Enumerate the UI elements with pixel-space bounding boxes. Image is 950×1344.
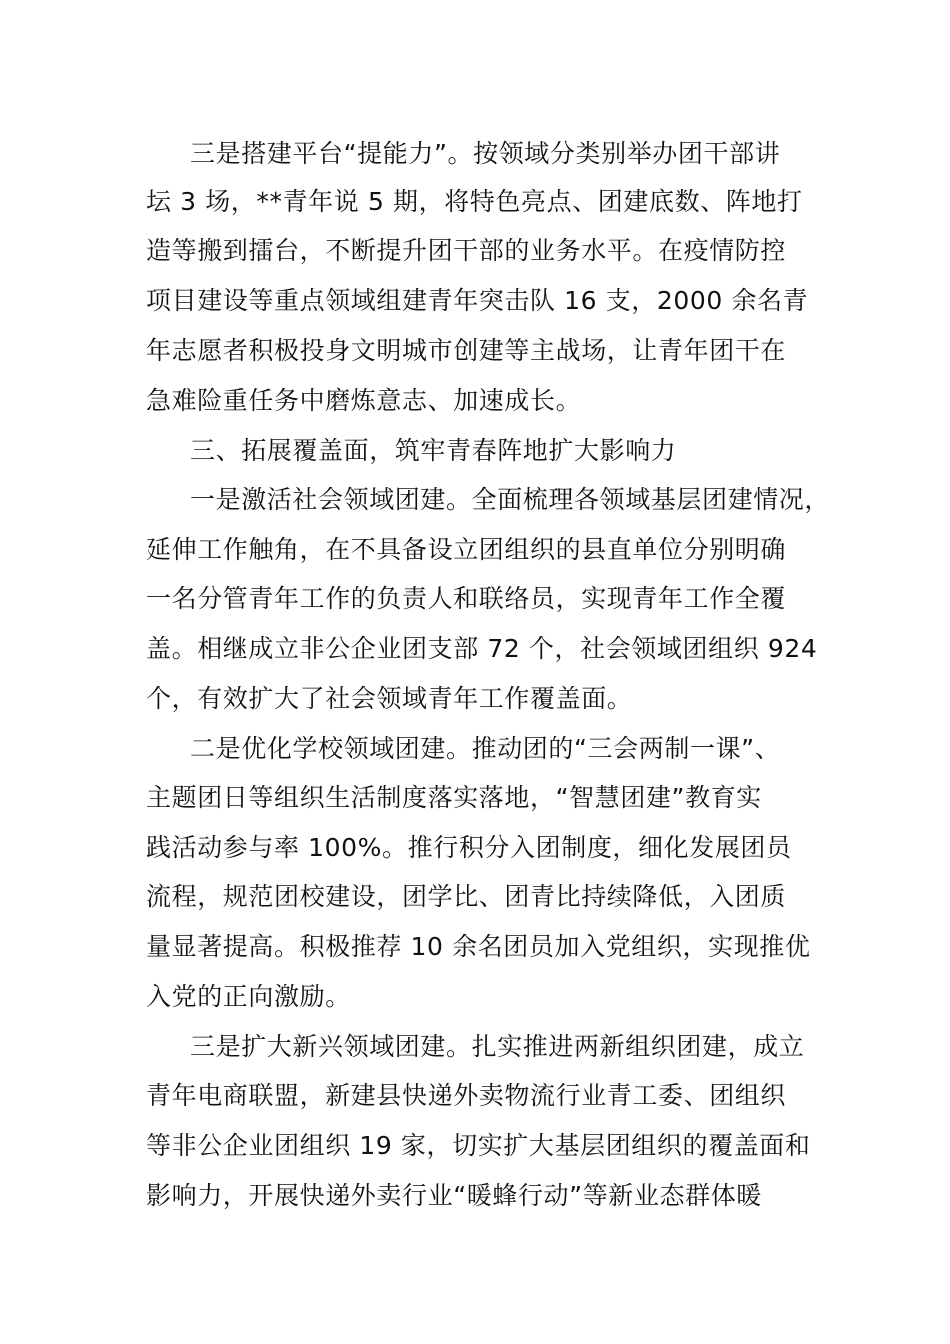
- paragraph-line: 践活动参与率 100%。推行积分入团制度，细化发展团员: [146, 833, 792, 862]
- paragraph-line: 量显著提高。积极推荐 10 余名团员加入党组织，实现推优: [146, 932, 811, 961]
- paragraph-line: 主题团日等组织生活制度落实落地，“智慧团建”教育实: [146, 783, 762, 812]
- paragraph-line: 三是搭建平台“提能力”。按领域分类别举办团干部讲: [190, 139, 781, 168]
- paragraph-line: 一是激活社会领域团建。全面梳理各领域基层团建情况，: [190, 485, 831, 514]
- paragraph-line: 坛 3 场，**青年说 5 期，将特色亮点、团建底数、阵地打: [146, 187, 803, 216]
- paragraph-line: 盖。相继成立非公企业团支部 72 个，社会领域团组织 924: [146, 634, 818, 663]
- paragraph-line: 项目建设等重点领域组建青年突击队 16 支，2000 余名青: [146, 286, 809, 315]
- paragraph-line: 个，有效扩大了社会领域青年工作覆盖面。: [146, 684, 633, 713]
- paragraph-line: 影响力，开展快递外卖行业“暖蜂行动”等新业态群体暖: [146, 1181, 762, 1210]
- paragraph-line: 三是扩大新兴领域团建。扎实推进两新组织团建，成立: [190, 1032, 805, 1061]
- paragraph-line: 入党的正向激励。: [146, 982, 351, 1011]
- paragraph-line: 造等搬到擂台，不断提升团干部的业务水平。在疫情防控: [146, 236, 787, 265]
- paragraph-line: 二是优化学校领域团建。推动团的“三会两制一课”、: [190, 734, 781, 763]
- paragraph-line: 急难险重任务中磨炼意志、加速成长。: [146, 386, 582, 415]
- paragraph-line: 年志愿者积极投身文明城市创建等主战场，让青年团干在: [146, 336, 787, 365]
- section-heading: 三、拓展覆盖面，筑牢青春阵地扩大影响力: [190, 436, 677, 465]
- paragraph-line: 流程，规范团校建设，团学比、团青比持续降低，入团质: [146, 882, 787, 911]
- paragraph-line: 等非公企业团组织 19 家，切实扩大基层团组织的覆盖面和: [146, 1131, 811, 1160]
- paragraph-line: 一名分管青年工作的负责人和联络员，实现青年工作全覆: [146, 584, 787, 613]
- paragraph-line: 延伸工作触角，在不具备设立团组织的县直单位分别明确: [146, 535, 787, 564]
- paragraph-line: 青年电商联盟，新建县快递外卖物流行业青工委、团组织: [146, 1081, 787, 1110]
